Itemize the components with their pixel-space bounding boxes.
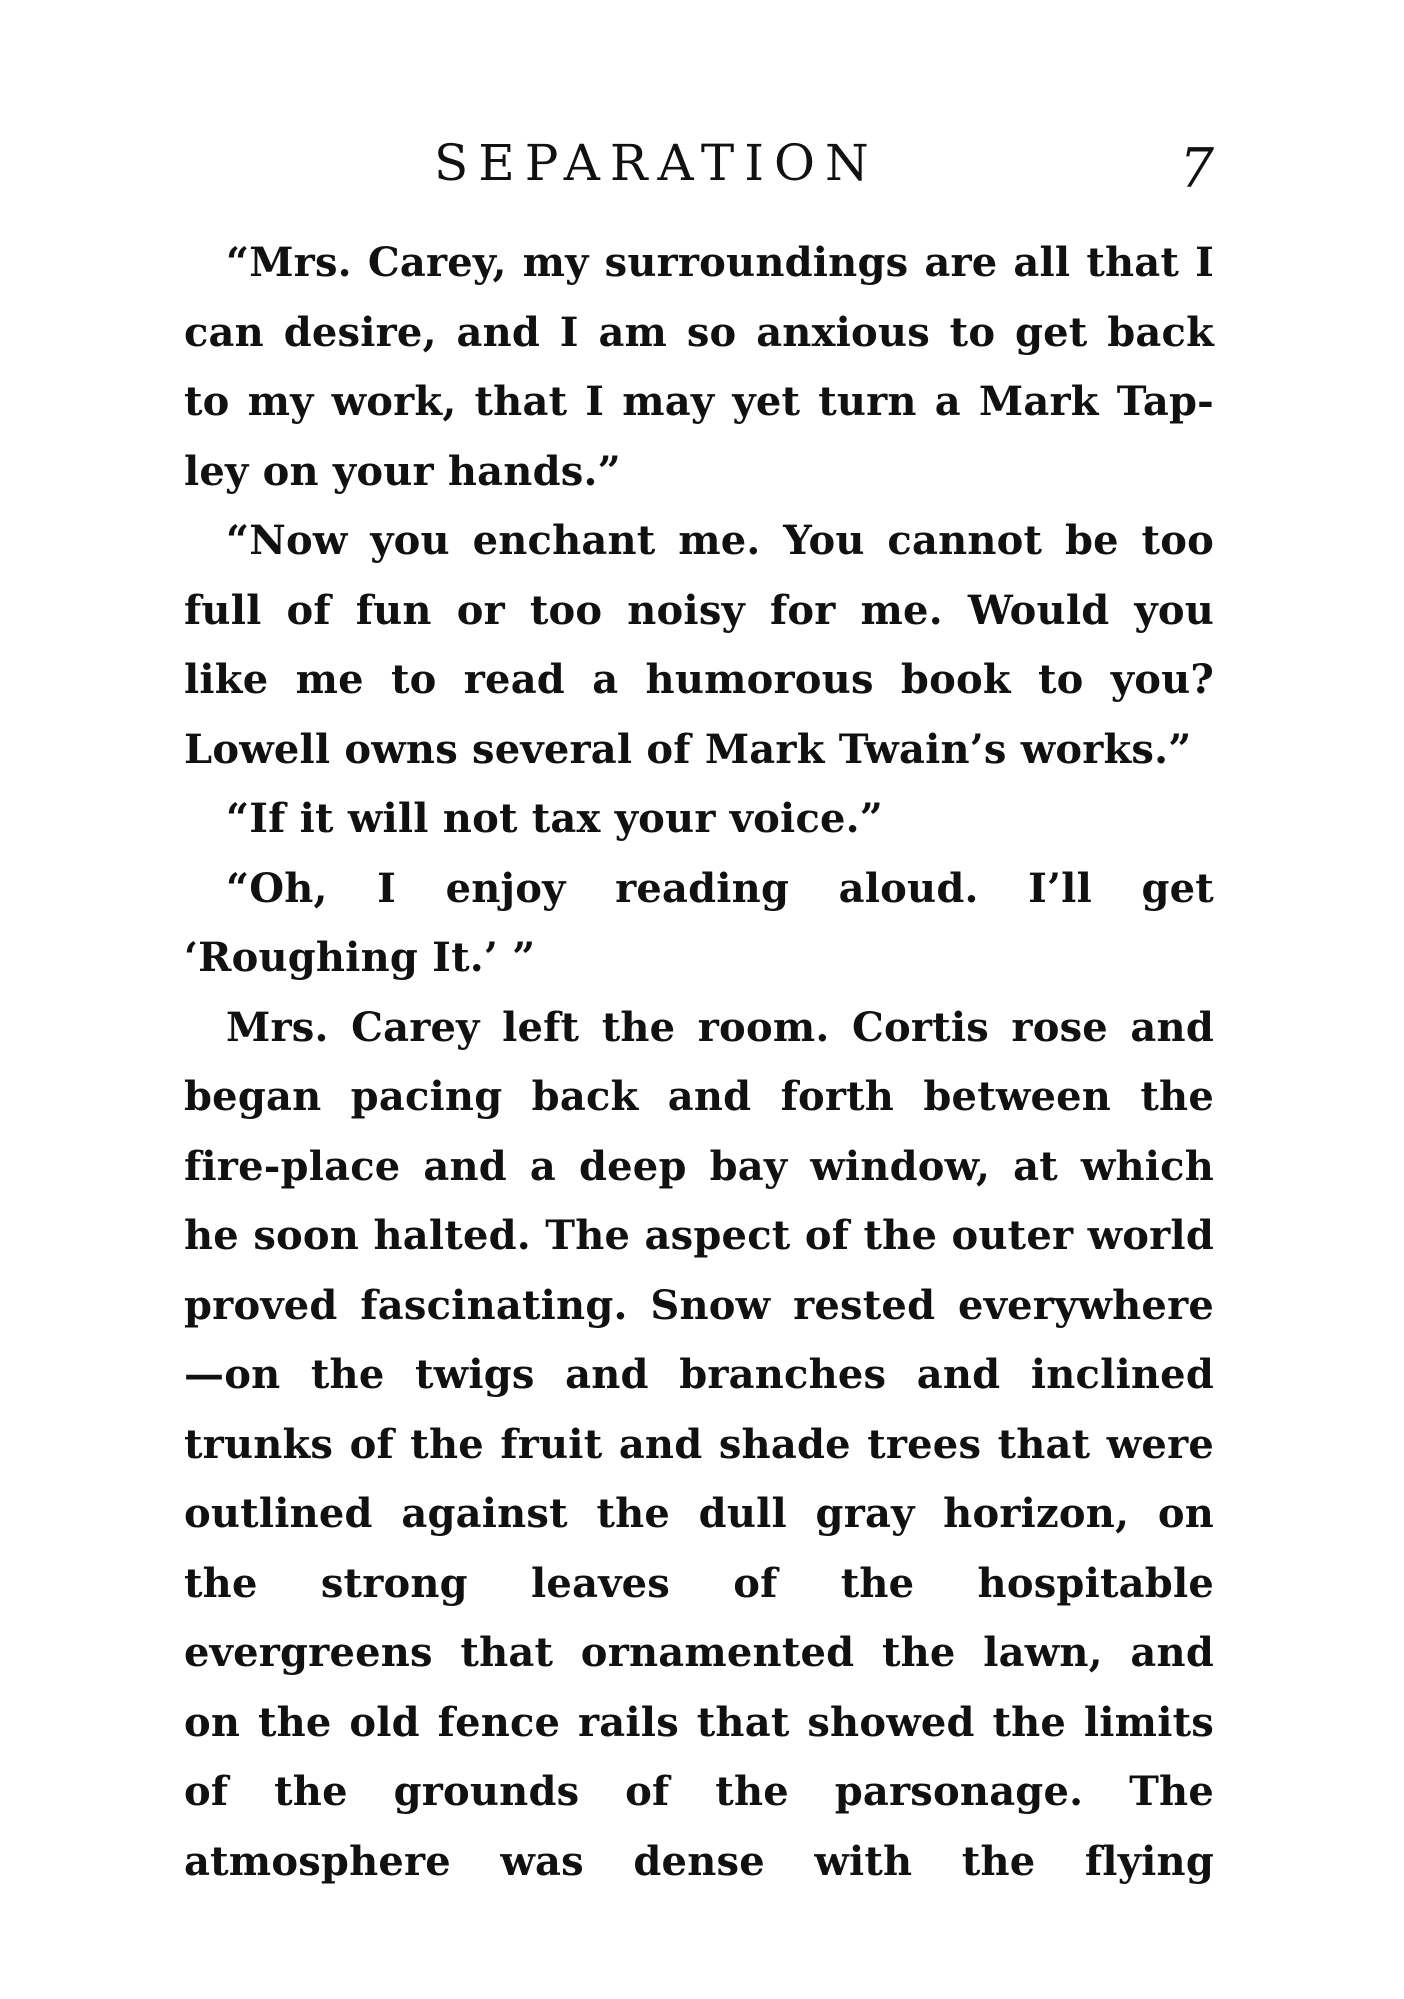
paragraph: “Oh, I enjoy reading aloud. I’ll get ‘Roughing It.’ ” (184, 864, 1214, 981)
paragraph: Mrs. Carey left the room. Cortis rose and began pacing back and forth between the fire-place and a deep bay window, at which he soon halted. The aspect of the outer world proved fascinating. Snow rested everywhere—on the twigs and branches and inclined trunks of the fruit and shade trees that were outlined against the dull gray horizon, on the strong leaves of the hospitable evergreens that ornamented the lawn, and on the old fence rails that showed the limits of the grounds of the parsonage. The atmosphere was dense with the flying (184, 1003, 1214, 1885)
running-head (184, 128, 1214, 198)
page-number: 7 (1179, 137, 1214, 200)
paragraph: “If it will not tax your voice.” (226, 795, 883, 842)
paragraph: “Mrs. Carey, my surroundings are all that I can desire, and I am so anxious to get back to my work, that I may yet turn a Mark Tap-ley on your hands.” (184, 239, 1214, 495)
paragraph: “Now you enchant me. You cannot be too full of fun or too noisy for me. Would you like me to read a humorous book to you? Lowell owns several of Mark Twain’s works.” (184, 517, 1214, 773)
chapter-title: SEPARATION (434, 134, 879, 192)
body-text (184, 228, 1214, 1896)
